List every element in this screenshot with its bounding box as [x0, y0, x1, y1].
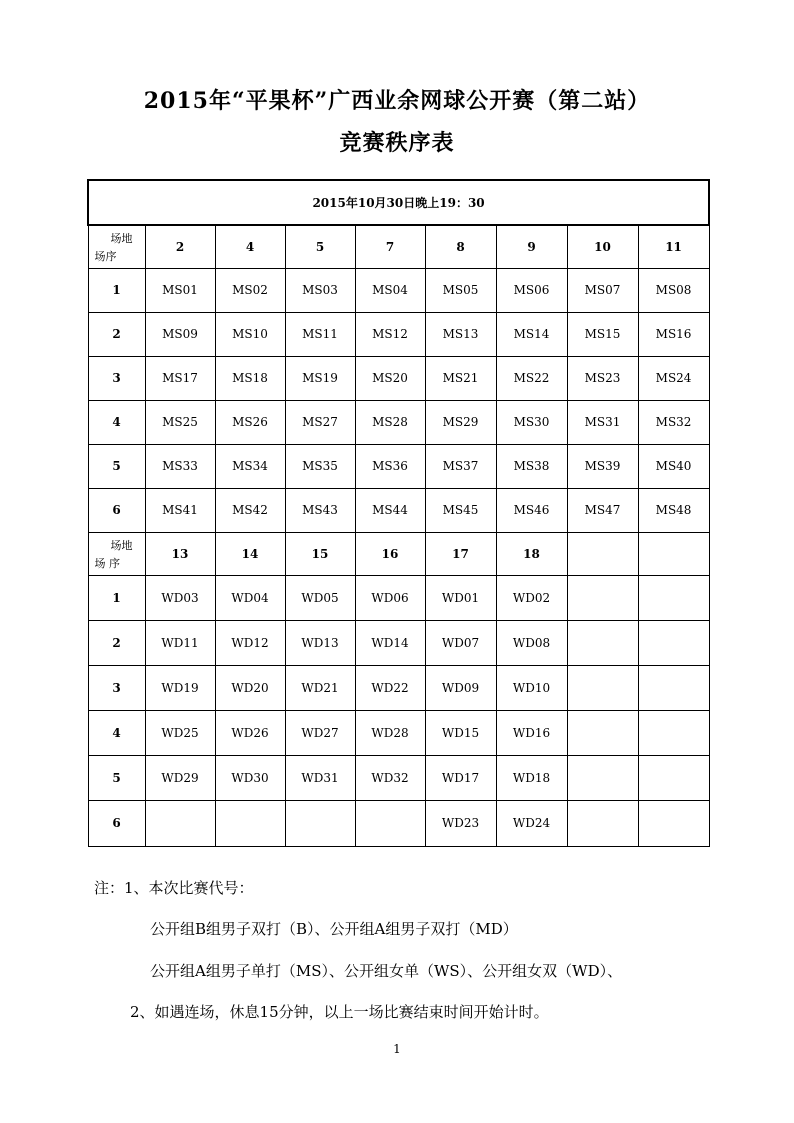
- match-code: [567, 755, 638, 800]
- match-code: MS02: [215, 268, 285, 312]
- table-row: [88, 755, 709, 800]
- table-row: [88, 710, 709, 755]
- match-code: MS09: [145, 312, 215, 356]
- match-code: WD29: [145, 755, 215, 800]
- match-code: [638, 620, 709, 665]
- notes-line-2: 公开组B组男子双打（B）、公开组A组男子双打（MD）: [150, 920, 518, 938]
- page-number: 1: [393, 1042, 401, 1056]
- match-order: 2: [88, 620, 145, 665]
- match-code: [567, 620, 638, 665]
- court-number: 17: [425, 532, 496, 575]
- match-code: MS48: [638, 488, 709, 532]
- court-number: 4: [215, 225, 285, 268]
- match-code: WD32: [355, 755, 425, 800]
- court-header-row: [88, 225, 709, 268]
- match-code: WD26: [215, 710, 285, 755]
- match-order: 4: [88, 400, 145, 444]
- match-code: MS07: [567, 268, 638, 312]
- match-code: WD24: [496, 800, 567, 846]
- match-code: MS43: [285, 488, 355, 532]
- match-code: MS33: [145, 444, 215, 488]
- match-code: MS37: [425, 444, 496, 488]
- match-code: WD28: [355, 710, 425, 755]
- match-code: WD13: [285, 620, 355, 665]
- match-code: [567, 800, 638, 846]
- court-number: 14: [215, 532, 285, 575]
- match-code: MS22: [496, 356, 567, 400]
- court-header-row: [88, 532, 709, 575]
- match-code: WD19: [145, 665, 215, 710]
- schedule-table: [87, 179, 710, 847]
- match-code: MS44: [355, 488, 425, 532]
- court-number: 2: [145, 225, 215, 268]
- match-code: [638, 575, 709, 620]
- match-order: 1: [88, 575, 145, 620]
- match-code: WD05: [285, 575, 355, 620]
- match-code: WD10: [496, 665, 567, 710]
- table-row: [88, 444, 709, 488]
- match-code: MS34: [215, 444, 285, 488]
- match-code: WD21: [285, 665, 355, 710]
- court-number: [638, 532, 709, 575]
- match-code: WD23: [425, 800, 496, 846]
- match-code: [638, 710, 709, 755]
- match-code: [145, 800, 215, 846]
- notes-line-4: 2、如遇连场，休息15分钟，以上一场比赛结束时间开始计时。: [130, 1003, 549, 1021]
- court-number: 13: [145, 532, 215, 575]
- match-code: MS01: [145, 268, 215, 312]
- match-code: MS24: [638, 356, 709, 400]
- match-code: MS25: [145, 400, 215, 444]
- corner-order-label: 场序: [94, 249, 117, 263]
- corner-court-label: 场地: [110, 538, 133, 552]
- table-row: [88, 620, 709, 665]
- match-code: MS18: [215, 356, 285, 400]
- match-code: [567, 665, 638, 710]
- table-row: [88, 268, 709, 312]
- match-code: WD02: [496, 575, 567, 620]
- match-code: MS14: [496, 312, 567, 356]
- table-row: [88, 400, 709, 444]
- match-order: 5: [88, 444, 145, 488]
- match-code: MS45: [425, 488, 496, 532]
- match-order: 6: [88, 800, 145, 846]
- match-code: MS31: [567, 400, 638, 444]
- match-code: MS30: [496, 400, 567, 444]
- match-code: MS04: [355, 268, 425, 312]
- match-code: MS26: [215, 400, 285, 444]
- match-code: MS41: [145, 488, 215, 532]
- table-row: [88, 488, 709, 532]
- court-number: 18: [496, 532, 567, 575]
- match-code: [285, 800, 355, 846]
- match-code: WD27: [285, 710, 355, 755]
- table-row: [88, 575, 709, 620]
- match-code: WD01: [425, 575, 496, 620]
- match-code: [215, 800, 285, 846]
- table-row: [88, 312, 709, 356]
- match-code: MS47: [567, 488, 638, 532]
- match-code: [638, 800, 709, 846]
- match-order: 6: [88, 488, 145, 532]
- court-number: 5: [285, 225, 355, 268]
- match-code: MS21: [425, 356, 496, 400]
- match-order: 3: [88, 356, 145, 400]
- match-code: WD11: [145, 620, 215, 665]
- court-number: 11: [638, 225, 709, 268]
- match-code: MS03: [285, 268, 355, 312]
- match-code: WD31: [285, 755, 355, 800]
- corner-order-label: 场 序: [94, 556, 120, 570]
- match-code: [355, 800, 425, 846]
- court-number: 16: [355, 532, 425, 575]
- match-code: MS27: [285, 400, 355, 444]
- match-code: WD17: [425, 755, 496, 800]
- match-code: MS29: [425, 400, 496, 444]
- court-number: 15: [285, 532, 355, 575]
- match-code: WD07: [425, 620, 496, 665]
- match-code: MS13: [425, 312, 496, 356]
- match-code: MS05: [425, 268, 496, 312]
- table-row: [88, 356, 709, 400]
- match-code: [638, 665, 709, 710]
- match-code: MS35: [285, 444, 355, 488]
- match-code: MS23: [567, 356, 638, 400]
- match-order: 4: [88, 710, 145, 755]
- court-number: 8: [425, 225, 496, 268]
- match-code: WD03: [145, 575, 215, 620]
- match-code: WD12: [215, 620, 285, 665]
- match-code: WD22: [355, 665, 425, 710]
- match-code: WD30: [215, 755, 285, 800]
- match-code: [638, 755, 709, 800]
- match-code: WD08: [496, 620, 567, 665]
- court-number: [567, 532, 638, 575]
- match-code: MS12: [355, 312, 425, 356]
- table-row: [88, 665, 709, 710]
- notes-line-3: 公开组A组男子单打（MS）、公开组女单（WS）、公开组女双（WD）、: [150, 962, 623, 980]
- match-code: MS32: [638, 400, 709, 444]
- match-code: MS10: [215, 312, 285, 356]
- match-code: MS40: [638, 444, 709, 488]
- corner-label-cell: [88, 225, 145, 268]
- match-code: WD25: [145, 710, 215, 755]
- table-row: [88, 800, 709, 846]
- court-number: 9: [496, 225, 567, 268]
- match-code: WD09: [425, 665, 496, 710]
- schedule-time: 2015年10月30日晚上19：30: [88, 180, 709, 225]
- corner-label-cell: [88, 532, 145, 575]
- match-code: MS38: [496, 444, 567, 488]
- match-code: MS06: [496, 268, 567, 312]
- notes-line-1: 注：1、本次比赛代号：: [94, 879, 254, 897]
- match-code: WD15: [425, 710, 496, 755]
- document-title: 2015年“平果杯”广西业余网球公开赛（第二站）: [143, 88, 651, 114]
- match-code: MS15: [567, 312, 638, 356]
- match-code: MS16: [638, 312, 709, 356]
- match-code: MS08: [638, 268, 709, 312]
- match-order: 3: [88, 665, 145, 710]
- match-code: WD14: [355, 620, 425, 665]
- match-code: MS46: [496, 488, 567, 532]
- document-subtitle: 竞赛秩序表: [339, 130, 455, 156]
- match-code: [567, 710, 638, 755]
- court-number: 10: [567, 225, 638, 268]
- court-number: 7: [355, 225, 425, 268]
- match-order: 5: [88, 755, 145, 800]
- match-code: MS17: [145, 356, 215, 400]
- match-code: MS19: [285, 356, 355, 400]
- match-code: WD18: [496, 755, 567, 800]
- match-code: MS28: [355, 400, 425, 444]
- match-code: MS20: [355, 356, 425, 400]
- corner-court-label: 场地: [110, 232, 133, 245]
- match-code: MS42: [215, 488, 285, 532]
- match-code: WD20: [215, 665, 285, 710]
- match-code: MS39: [567, 444, 638, 488]
- match-order: 1: [88, 268, 145, 312]
- match-code: WD16: [496, 710, 567, 755]
- match-code: WD04: [215, 575, 285, 620]
- match-code: MS36: [355, 444, 425, 488]
- match-code: MS11: [285, 312, 355, 356]
- match-code: WD06: [355, 575, 425, 620]
- match-order: 2: [88, 312, 145, 356]
- match-code: [567, 575, 638, 620]
